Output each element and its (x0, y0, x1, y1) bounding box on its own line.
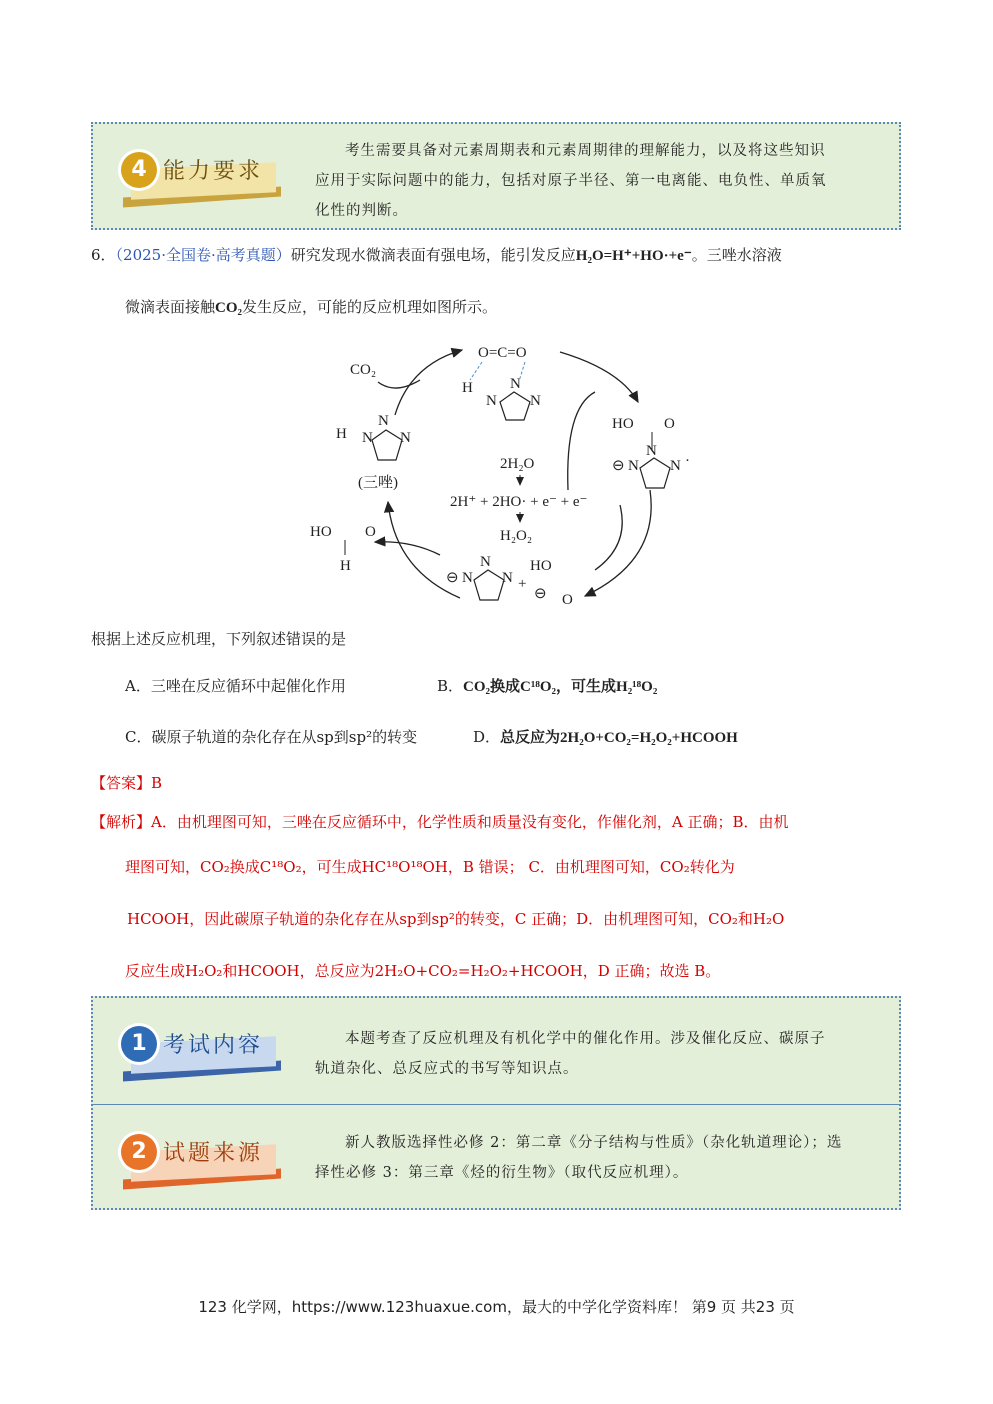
atom-n: N (670, 458, 681, 474)
plus-sign: + (518, 576, 527, 592)
question-number: 6． (91, 246, 116, 264)
option-text: 总反应为2H₂O+CO₂=H₂O₂+HCOOH (500, 730, 738, 746)
cycle-arrow-top-left (395, 350, 462, 415)
water-label: 2H₂O (500, 456, 535, 472)
analysis-line-4: 反应生成H₂O₂和HCOOH，总反应为2H₂O+CO₂=H₂O₂+HCOOH，D 正确；故选 B。 (125, 962, 721, 980)
stem-text: 发生反应，可能的反应机理如图所示。 (242, 298, 498, 316)
atom-n: N (530, 393, 541, 409)
stem-text: 微滴表面接触 (125, 298, 216, 316)
tag-number-badge: 1 (121, 1026, 157, 1062)
exam-text-line: 轨道杂化、总反应式的书写等知识点。 (315, 1061, 579, 1077)
o-c-o-label: O=C=O (478, 345, 527, 361)
stem-text: 。三唑水溶液 (691, 246, 782, 264)
option-text: 三唑在反应循环中起催化作用 (150, 677, 346, 695)
option-key: A． (125, 677, 151, 695)
h-bond-dashed (470, 362, 482, 380)
atom-n: N (462, 570, 473, 586)
ho-label: HO (310, 524, 332, 540)
formic-acid-release-arrow (375, 542, 440, 555)
radical-dot: · (685, 453, 690, 469)
page-footer: 123 化学网，https://www.123huaxue.com，最大的中学化学资料库！ 第9 页 共23 页 (198, 1298, 795, 1316)
tag-label: 能力要求 (163, 159, 264, 184)
atom-n: N (480, 554, 491, 570)
atom-n: N (510, 376, 521, 392)
question-stem-line-1 (91, 244, 782, 265)
question-source[interactable]: （2025·全国卷·高考真题） (115, 246, 291, 264)
electron-arrow-right (595, 505, 622, 570)
atom-n: N (628, 458, 639, 474)
triazole-ring (372, 430, 402, 460)
minus-charge: ⊖ (446, 570, 459, 586)
analysis-line-3: HCOOH，因此碳原子轨道的杂化存在从sp到sp²的转变，C 正确；D．由机理图可知，CO₂和H₂O (127, 910, 785, 928)
exam-text (315, 1024, 900, 1084)
ho-label: HO (530, 558, 552, 574)
analysis-line-2: 理图可知，CO₂换成C¹⁸O₂，可生成HC¹⁸O¹⁸OH，B 错误； C．由机理图可知，CO₂转化为 (125, 858, 735, 876)
option-c[interactable] (125, 726, 417, 747)
ability-text-line: 化性的判断。 (315, 203, 408, 219)
stem-equation: H₂O=H⁺+HO·+e⁻ (575, 248, 692, 264)
source-text (315, 1128, 900, 1188)
minus-charge: ⊖ (534, 586, 547, 602)
reaction-mechanism-diagram (0, 330, 993, 630)
exam-text-line: 本题考查了反应机理及有机化学中的催化作用。涉及催化反应、碳原子 (345, 1031, 826, 1047)
answer-value: B (151, 774, 163, 792)
atom-n: N (502, 570, 513, 586)
answer-line (91, 772, 162, 793)
ability-text-line: 考生需要具备对元素周期表和元素周期律的理解能力，以及将这些知识 (345, 143, 826, 159)
atom-n: N (378, 413, 389, 429)
exam-source-box (91, 996, 901, 1210)
triazole-name: (三唑) (358, 475, 398, 491)
option-d[interactable] (473, 726, 738, 747)
question-stem-line-2 (125, 296, 497, 317)
center-equation: 2H⁺ + 2HO· + e⁻ + e⁻ (450, 494, 588, 510)
ability-box (91, 122, 901, 230)
analysis-text: A．由机理图可知，三唑在反应循环中，化学性质和质量没有变化，作催化剂，A 正确；B．由机 (151, 813, 789, 831)
ho-label: HO (612, 416, 634, 432)
tag-number-badge: 4 (121, 152, 157, 188)
o-label: O (365, 524, 376, 540)
option-a[interactable] (125, 675, 346, 696)
tag-label: 试题来源 (163, 1141, 264, 1166)
question-prompt: 根据上述反应机理，下列叙述错误的是 (91, 630, 347, 648)
ability-text (315, 136, 900, 226)
option-text: CO₂换成C¹⁸O₂，可生成H₂¹⁸O₂ (463, 679, 658, 695)
triazole-ring (640, 458, 670, 488)
exam-tag (113, 1020, 281, 1082)
analysis-line-1 (91, 811, 788, 832)
option-key: B． (437, 677, 464, 695)
tag-label: 考试内容 (163, 1033, 264, 1058)
ability-tag (113, 146, 281, 208)
option-text: 碳原子轨道的杂化存在从sp到sp²的转变 (151, 728, 418, 746)
box-divider (93, 1104, 899, 1105)
answer-label: 【答案】 (91, 774, 152, 792)
tag-number-badge: 2 (121, 1134, 157, 1170)
atom-n: N (486, 393, 497, 409)
option-b[interactable] (437, 675, 657, 696)
atom-h: H (336, 426, 347, 442)
source-tag (113, 1128, 281, 1190)
o-label: O (664, 416, 675, 432)
triazole-ring (474, 570, 504, 600)
co2-entry-arrow (378, 380, 420, 388)
ability-text-line: 应用于实际问题中的能力，包括对原子半径、第一电离能、电负性、单质氧 (315, 173, 827, 189)
triazole-ring (500, 392, 530, 420)
option-key: D． (473, 728, 501, 746)
o-label: O (562, 592, 573, 608)
atom-h: H (462, 380, 473, 396)
source-text-line: 新人教版选择性必修 2：第二章《分子结构与性质》（杂化轨道理论）；选 (345, 1135, 843, 1151)
atom-h: H (340, 558, 351, 574)
stem-text: 研究发现水微滴表面有强电场，能引发反应 (290, 246, 576, 264)
cycle-arrow-top-right (560, 352, 638, 402)
atom-n: N (400, 430, 411, 446)
co2-label: CO₂ (350, 362, 377, 378)
source-text-line: 择性必修 3：第三章《烃的衍生物》（取代反应机理）。 (315, 1165, 689, 1181)
atom-n: N (362, 430, 373, 446)
option-key: C． (125, 728, 152, 746)
atom-n: N (646, 443, 657, 459)
analysis-label: 【解析】 (91, 813, 152, 831)
minus-charge: ⊖ (612, 458, 625, 474)
electron-arrow-left (568, 392, 595, 490)
stem-co2: CO₂ (215, 300, 243, 316)
peroxide-label: H₂O₂ (500, 528, 533, 544)
